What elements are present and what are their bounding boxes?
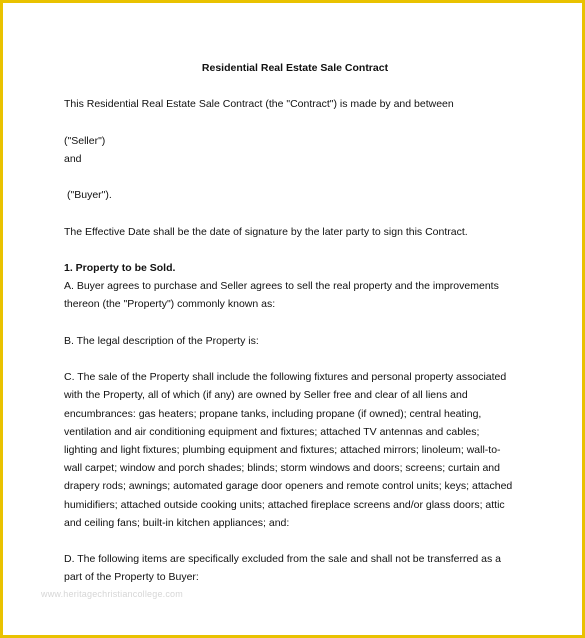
- para-c-line: lighting and light fixtures; plumbing equipment and fixtures; attached mirrors; linoleum; wall-to-: [64, 443, 501, 456]
- document-title: Residential Real Estate Sale Contract: [201, 62, 389, 74]
- para-c-line: encumbrances: gas heaters; propane tanks, including propane (if owned); central heating,: [64, 407, 482, 420]
- document-body: [64, 55, 534, 587]
- para-d-line-1: D. The following items are specifically excluded from the sale and shall not be transferred as a: [64, 553, 501, 566]
- para-c-line: C. The sale of the Property shall include the following fixtures and personal property associated: [64, 371, 507, 384]
- para-a-line-2: thereon (the "Property") commonly known as:: [64, 298, 276, 311]
- buyer-line: ("Buyer").: [67, 189, 112, 202]
- seller-line: ("Seller"): [64, 134, 106, 147]
- para-c-line: drapery rods; awnings; automated garage door openers and remote control units; keys; attached: [64, 480, 513, 493]
- watermark-text: www.heritagechristiancollege.com: [41, 589, 183, 599]
- section-1-heading: 1. Property to be Sold.: [64, 261, 176, 274]
- and-line: and: [64, 152, 82, 165]
- para-c-line: ventilation and air conditioning equipment and fixtures; attached TV antennas and cables;: [64, 425, 480, 438]
- para-c-line: and ceiling fans; built-in kitchen appliances; and:: [64, 516, 290, 529]
- para-a-line-1: A. Buyer agrees to purchase and Seller agrees to sell the real property and the improvements: [64, 280, 499, 293]
- intro-text: This Residential Real Estate Sale Contract (the "Contract") is made by and between: [64, 98, 454, 111]
- para-d-line-2: part of the Property to Buyer:: [64, 571, 199, 584]
- effective-date-text: The Effective Date shall be the date of signature by the later party to sign this Contract.: [64, 225, 468, 238]
- para-c-line: with the Property, all of which (if any) are owned by Seller free and clear of all liens and: [64, 389, 468, 402]
- para-b: B. The legal description of the Property is:: [64, 334, 259, 347]
- para-c-line: wall carpet; window and porch shades; blinds; storm windows and doors; screens; curtain and: [64, 462, 500, 475]
- para-c-line: humidifiers; attached outside cooking units; attached fireplace screens and/or glass doors; attic: [64, 498, 505, 511]
